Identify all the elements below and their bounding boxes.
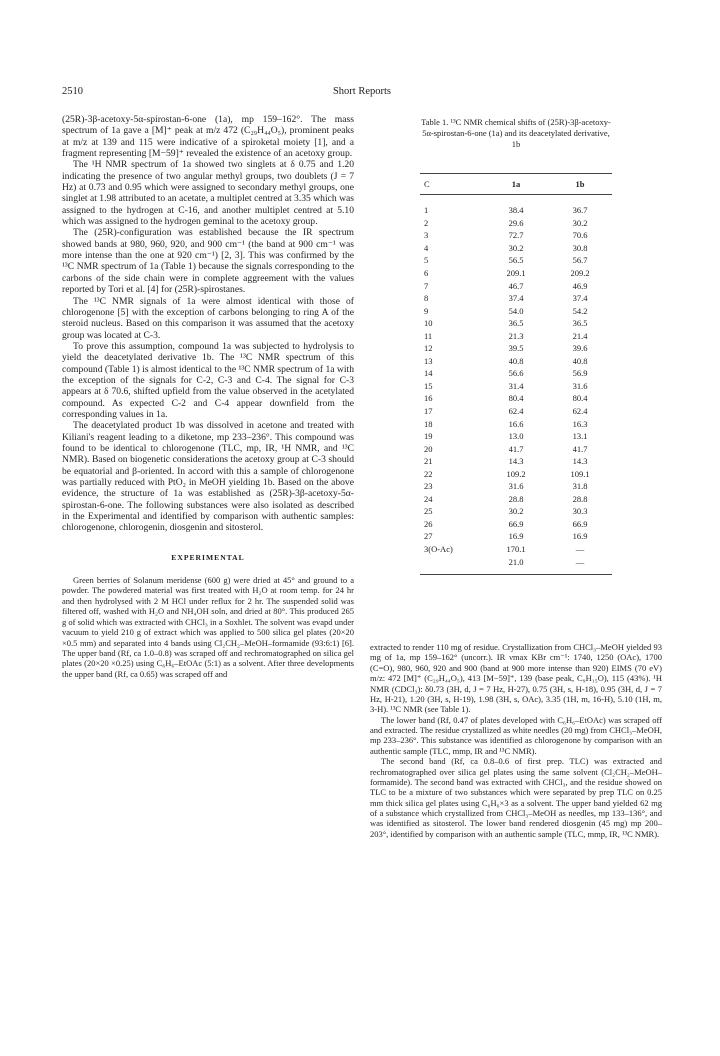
table-row [420,267,612,280]
table-cell: 36.7 [572,205,588,216]
table-cell: 23 [424,481,433,492]
table-cell: 8 [424,293,429,304]
table-row [420,242,612,255]
table-cell: 6 [424,268,429,278]
table-cell: 40.8 [572,355,588,366]
table-cell: 16.3 [572,418,588,429]
table-cell: 2 [424,217,429,228]
table-cell: 80.4 [572,393,588,404]
table-row [420,493,612,506]
table-cell: 14 [424,368,433,379]
paragraph: The ¹³C NMR signals of 1a were almost identical with those of chlorogenone [5] with the exception of carbons belonging to ring A of the steroid nucleus. Based on this comparison it was assumed that the acetoxy group was located at C-3. [62,295,354,341]
table-cell: 170.1 [506,544,526,555]
table-cell: 10 [424,318,433,329]
table-cell: 56.6 [508,368,524,379]
table-cell: 21 [424,456,433,467]
paragraph: Green berries of Solanum meridense (600 g) were dried at 45° and ground to a powder. The powdered material was first treated with H₂O at room temp. for 24 hr and then hydrolysed with 2 M HCl under reflux for 2 hr. The suspended solid was filtered off, washed with H₂O and NH₄OH soln, and dried at 80°. This produced 265 g of solid which was extracted with CHCl₃ in a Soxhlet. The solvent was evapd under vacuum to yield 210 g of extract which was applied to 500 silica gel plates (20×20 ×0.5 mm) and separated into 4 bands using Cl₂CH₂–MeOH–formamide (93:6:1) [6]. The upper band (Rf, ca 1.0–0.8) was scraped off and rechromatographed on silica gel plates (20×20 ×0.25) using C₆H₆–EtOAc (5:1) as a solvent. After three developments the upper band (Rf, ca 0.65) was scraped off and [62,575,354,679]
table-cell: 16.9 [572,531,588,542]
table-caption: Table 1. ¹³C NMR chemical shifts of (25R)-3β-acetoxy-5α-spirostan-6-one (1a) and its deacetylated derivative, 1b [421,117,611,149]
table-cell: 3(O-Ac) [424,544,453,555]
table-cell: 18 [424,418,433,429]
table-cell: — [575,544,585,555]
table-row [420,292,612,305]
table-cell: 209.2 [570,268,590,278]
table-cell: 39.5 [508,343,524,354]
paragraph: The deacetylated product 1b was dissolved in acetone and treated with Kiliani's reagent leading to a diketone, mp 233–236°. This compound was found to be identical to chlorogenone (TLC, mp, IR, ¹H NMR, and ¹³C NMR). Based on biogenetic considerations the acetoxy group at C-3 should be equatorial and β-oriented. In accord with this a sample of chlorogenone was partially reduced with PtO₂ in MeOH yielding 1b. Based on the above evidence, the structure of 1a was established as (25R)-3β-acetoxy-5α-spirostan-6-one. The following substances were also isolated as described in the Experimental and identified by comparison with authentic samples: chlorogenone, chlorogenin, diosgenin and sitosterol. [62,420,354,534]
table-cell: 56.5 [508,255,524,266]
table-cell: 46.9 [572,280,588,291]
table-cell: 13.0 [508,431,524,442]
table-cell: 36.5 [508,318,524,329]
table-row [420,543,612,556]
table-header-cell: 1b [575,179,585,189]
table-row [420,380,612,393]
table-cell: 22 [424,468,433,479]
table-cell: 25 [424,506,433,517]
table-row [420,204,612,217]
table-cell: 62.4 [572,406,588,417]
table-row [420,518,612,531]
table-header-cell: 1a [511,179,521,189]
table-cell: 12 [424,343,433,354]
table-row [420,217,612,230]
table-cell: 4 [424,242,429,253]
table-cell: 16.6 [508,418,524,429]
paragraph: The second band (Rf, ca 0.8–0.6 of first prep. TLC) was extracted and rechromatographed over silica gel plates using the same solvent (Cl₂CH₂–MeOH–formamide). The second band was extracted with CHCl₃, and the residue showed on TLC to be a mixture of two substances which were separated by prep TLC on 0.25 mm thick silica gel plates using C₆H₆×3 as a solvent. The upper band yielded 62 mg of a substance which crystallized from CHCl₃–MeOH as needles, mp 133–136°, and was identified as sitosterol. The lower band rendered diosgenin (45 mg) mp 200–203°, identified by comparison with an authentic sample (TLC, mmp, IR, ¹³C NMR). [370,756,662,839]
right-column [370,642,662,839]
table-row [420,367,612,380]
table-cell: 80.4 [508,393,524,404]
table-cell: 29.6 [508,217,524,228]
table-cell: 5 [424,255,429,266]
table-row [420,329,612,342]
table-cell: 30.8 [572,242,588,253]
page-number: 2510 [62,86,83,97]
table-1 [420,173,612,575]
table-cell: 13.1 [572,431,588,442]
table-cell: 54.2 [572,305,588,316]
table-cell: 16.9 [508,531,524,542]
table-row [420,279,612,292]
table-cell: 41.7 [508,443,524,454]
table-cell: 20 [424,443,433,454]
table-cell: 31.6 [508,481,524,492]
table-row [420,430,612,443]
table-cell: 3 [424,230,429,241]
table-cell: 70.6 [572,230,588,241]
left-column [62,114,354,679]
table-cell: 11 [424,330,433,341]
table-header-cell: C [424,179,430,189]
table-cell: — [575,556,585,567]
table-cell: 24 [424,493,433,504]
table-cell: 21.0 [508,556,524,567]
paragraph: To prove this assumption, compound 1a was subjected to hydrolysis to yield the deacetylated derivative 1b. The ¹³C NMR spectrum of this compound (Table 1) is almost identical to the ¹³C NMR spectrum of 1a with the exception of the signals for C-2, C-3 and C-4. The signal for C-3 appears at δ 70.6, shifted upfield from the value observed in the acetylated compound. As expected C-2 and C-4 appear downfield from the corresponding values in 1a. [62,340,354,420]
table-bottom-rule [420,574,612,575]
table-cell: 21.3 [508,330,524,341]
table-row [420,254,612,267]
paragraph: The lower band (Rf, 0.47 of plates developed with C₆H₆–EtOAc) was scraped off and extracted. The residue crystallized as white needles (20 mg) from CHCl₃–MeOH, mp 233–236°. This substance was identified as chlorogenone by comparison with an authentic sample (TLC, mmp, IR and ¹³C NMR). [370,714,662,756]
table-cell: 31.6 [572,380,588,391]
paragraph: The (25R)-configuration was established because the IR spectrum showed bands at 980, 960, 920, and 900 cm⁻¹ (the band at 900 cm⁻¹ was more intense than the one at 920 cm⁻¹) [2, 3]. This was confirmed by the ¹³C NMR spectrum of 1a (Table 1) because the signals corresponding to the carbons of the side chain were in complete aggreement with the values reported by Tori et al. [4] for (25R)-spirostanes. [62,227,354,296]
table-cell: 36.5 [572,318,588,329]
table-cell: 37.4 [508,293,524,304]
table-cell: 21.4 [572,330,588,341]
table-cell: 30.2 [508,242,524,253]
table-row [420,405,612,418]
table-cell: 14.3 [508,456,524,467]
table-cell: 17 [424,406,433,417]
table-row [420,229,612,242]
table-cell: 28.8 [508,493,524,504]
table-cell: 46.7 [508,280,524,291]
section-heading-experimental: EXPERIMENTAL [171,552,245,562]
paragraph: extracted to render 110 mg of residue. Crystallization from CHCl₃–MeOH yielded 93 mg of 1a, mp 159–162° (uncorr.). IR νmax KBr cm⁻¹: 1740, 1250 (OAc), 1700 (C=O), 980, 960, 920 and 900 (band at 900 more intense than 920) EIMS (70 eV) m/z: 472 [M]⁺ (C₂₉H₄₄O₅), 413 [M−59]⁺, 139 (base peak, C₉H₁₅O), 115 (43%). ¹H NMR (CDCl₃): δ0.73 (3H, d, J = 7 Hz, H-27), 0.75 (3H, s, H-18), 0.95 (3H, d, J = 7 Hz, H-21), 1.20 (3H, s, H-19), 1.98 (3H, s, OAc), 3.35 (1H, m, 16-H), 5.10 (1H, m, 3-H). ¹³C NMR (see Table 1). [370,642,662,715]
table-cell: 109.2 [506,468,526,479]
table-cell: 31.4 [508,380,524,391]
table-row [420,505,612,518]
table-cell: 30.2 [508,506,524,517]
table-cell: 66.9 [572,518,588,529]
table-cell: 30.3 [572,506,588,517]
table-cell: 56.9 [572,368,588,379]
table-cell: 209.1 [506,268,526,278]
table-cell: 56.7 [572,255,588,266]
table-row [420,467,612,480]
table-cell: 9 [424,305,429,316]
table-row [420,342,612,355]
table-cell: 38.4 [508,205,524,216]
table-cell: 30.2 [572,217,588,228]
table-row [420,455,612,468]
table-cell: 1 [424,205,429,216]
table-cell: 13 [424,355,433,366]
running-title: Short Reports [332,86,392,97]
table-row [420,417,612,430]
table-cell: 27 [424,531,433,542]
table-cell: 19 [424,431,433,442]
table-row [420,355,612,368]
table-cell: 7 [424,280,429,291]
table-cell: 31.8 [572,481,588,492]
paragraph: The ¹H NMR spectrum of 1a showed two singlets at δ 0.75 and 1.20 indicating the presence of two angular methyl groups, two doublets (J = 7 Hz) at 0.73 and 0.95 which were assigned to secondary methyl groups, one singlet at 1.98 attributed to an acetate, a multiplet centred at 3.35 which was assigned to the hydrogen at C-16, and another multiplet centred at 5.10 which was assigned to the hydrogen geminal to the acetoxy group. [62,159,354,228]
table-row [420,530,612,543]
table-cell: 72.7 [508,230,524,241]
table-cell: 26 [424,518,433,529]
table-row [420,317,612,330]
table-cell: 40.8 [508,355,524,366]
table-cell: 37.4 [572,293,588,304]
table-row [420,480,612,493]
table-cell: 15 [424,380,433,391]
table-row [420,392,612,405]
table-cell: 39.6 [572,343,588,354]
table-cell: 109.1 [570,468,590,479]
paragraph: (25R)-3β-acetoxy-5α-spirostan-6-one (1a), mp 159–162°. The mass spectrum of 1a gave a [M]⁺ peak at m/z 472 (C₂₉H₄₄O₅), prominent peaks at m/z at 139 and 115 were indicative of a spiroketal moiety [1], and a fragment representing [M−59]⁺ revealed the existence of an acetoxy group. [62,114,354,160]
table-cell: 16 [424,393,433,404]
table-cell: 28.8 [572,493,588,504]
table-row [420,442,612,455]
table-cell: 54.0 [508,305,524,316]
table-cell: 41.7 [572,443,588,454]
table-cell: 62.4 [508,406,524,417]
table-cell: 66.9 [508,518,524,529]
table-row [420,555,612,568]
table-row [420,304,612,317]
table-header-row [420,174,612,194]
table-body [420,195,612,574]
table-cell: 14.3 [572,456,588,467]
